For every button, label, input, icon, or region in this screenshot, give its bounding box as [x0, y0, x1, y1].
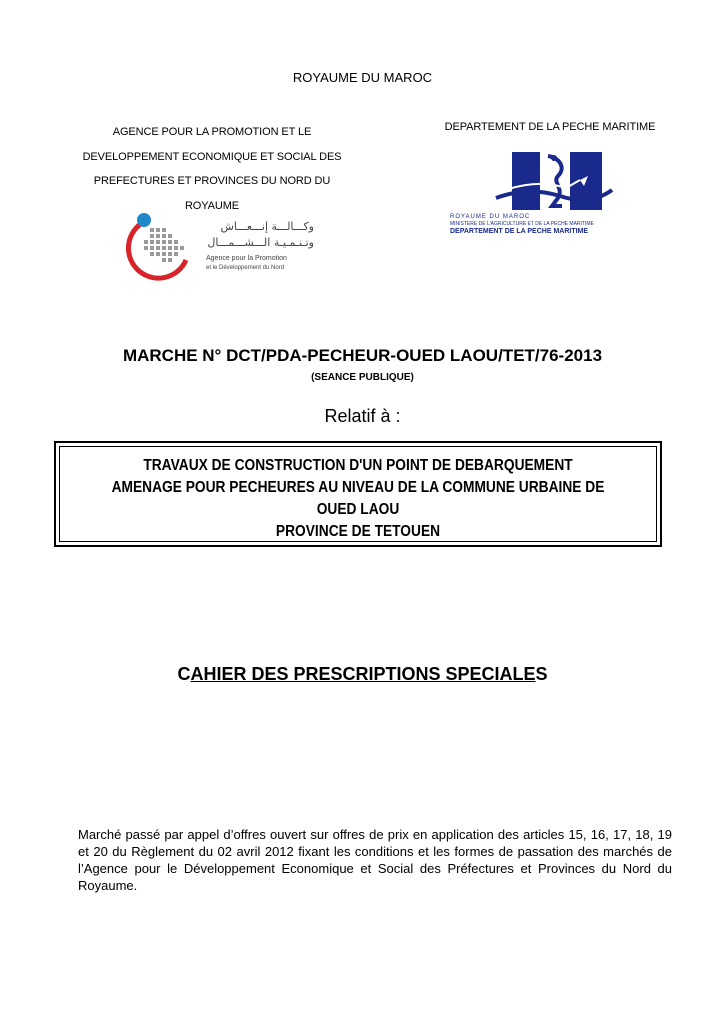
agency-name-line: ROYAUME — [184, 199, 240, 212]
fisheries-emblem-icon — [440, 148, 655, 240]
object-text — [98, 455, 617, 543]
svg-text:وكـــالـــة إنـــعـــاش: وكـــالـــة إنـــعـــاش — [220, 220, 314, 233]
marche-title: MARCHE N° DCT/PDA-PECHEUR-OUED LAOU/TET/76-2013 — [122, 346, 603, 365]
relatif-label: Relatif à : — [324, 406, 401, 426]
agency-name-line: DEVELOPPEMENT ECONOMIQUE ET SOCIAL DES — [82, 150, 342, 163]
agency-emblem-icon — [118, 208, 318, 286]
cahier-underlined: AHIER DES PRESCRIPTIONS SPECIALE — [190, 664, 536, 684]
agency-name-line: AGENCE POUR LA PROMOTION ET LE — [112, 126, 312, 138]
agency-logo — [118, 208, 318, 286]
department-title: DEPARTEMENT DE LA PECHE MARITIME — [444, 121, 656, 133]
svg-text:MINISTERE DE L'AGRICULTURE ET: MINISTERE DE L'AGRICULTURE ET DE LA PECHE MARITIME — [450, 221, 594, 227]
agency-name-line: PREFECTURES ET PROVINCES DU NORD DU — [93, 175, 331, 187]
svg-text:et le Développement du Nord: et le Développement du Nord — [206, 265, 285, 271]
object-line: PROVINCE DE TETOUEN — [275, 523, 441, 540]
object-frame — [54, 441, 662, 547]
cahier-first-letter: C — [177, 664, 191, 684]
agency-name-block — [62, 120, 362, 218]
seance-subtitle: (SEANCE PUBLIQUE) — [311, 372, 414, 383]
object-line: AMENAGE POUR PECHEURES AU NIVEAU DE LA COMMUNE URBAINE DE — [111, 479, 605, 496]
object-line: TRAVAUX DE CONSTRUCTION D'UN POINT DE DEBARQUEMENT — [143, 457, 573, 474]
svg-text:ROYAUME DU MAROC: ROYAUME DU MAROC — [450, 214, 531, 220]
cahier-last-letter: S — [535, 664, 548, 684]
svg-text:وتـنـمـيـة الـــشـــمـــال: وتـنـمـيـة الـــشـــمـــال — [207, 236, 314, 249]
country-header: ROYAUME DU MAROC — [292, 70, 433, 85]
procurement-paragraph: Marché passé par appel d’offres ouvert sur offres de prix en application des articles 15, 16, 17, 18, 19 et 20 du Règlement du 02 avril 2012 fixant les conditions et les formes de passation des marchés de l’Agence pour le Développement Economique et Social des Préfectures et Provinces du Nord du Royaume. — [78, 827, 672, 893]
department-logo — [440, 148, 655, 240]
object-line: OUED LAOU — [316, 501, 400, 518]
svg-text:Agence pour la Promotion: Agence pour la Promotion — [206, 255, 287, 262]
svg-text:DEPARTEMENT DE LA PECHE MARITI: DEPARTEMENT DE LA PECHE MARITIME — [450, 228, 589, 235]
cahier-title — [0, 664, 725, 685]
